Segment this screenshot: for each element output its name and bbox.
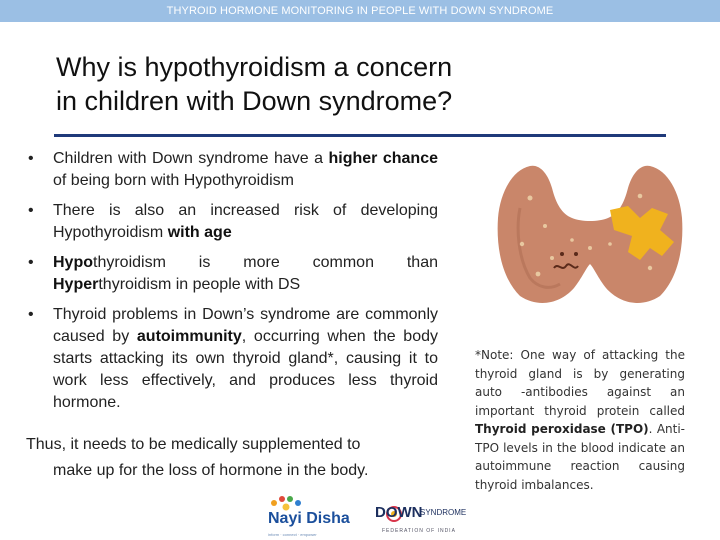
- bullet-item: • Thyroid problems in Down’s syndrome are commonly caused by autoimmunity, occurring when the body starts attacking its own thyroid gland*, causing it to work less effectively, and produces less thyroid hormone.: [28, 306, 438, 411]
- bullet-item: • Children with Down syndrome have a higher chance of being born with Hypothyroidism: [28, 150, 438, 189]
- down-syndrome-wordmark: DOWN: [375, 504, 423, 521]
- footnote: *Note: One way of attacking the thyroid gland is by generating auto -antibodies against an important thyroid protein called Thyroid peroxidase (TPO). Anti-TPO levels in the blood indicate an autoimmune reaction causing thyroid imbalances.: [475, 348, 685, 492]
- bullet-dot: •: [28, 150, 34, 167]
- down-syndrome-suffix: SYNDROME: [420, 508, 467, 517]
- nayi-disha-tagline: inform · connect · empower: [268, 532, 317, 537]
- title-line-1: Why is hypothyroidism a concern: [56, 52, 453, 82]
- conclusion-line-2: make up for the loss of hormone in the body.: [53, 462, 369, 479]
- nayi-disha-wordmark: Nayi Disha: [268, 510, 350, 527]
- bullet-item: • There is also an increased risk of developing Hypothyroidism with age: [28, 202, 438, 241]
- conclusion-text: [26, 432, 438, 484]
- bullet-item: • Hypothyroidism is more common than Hyperthyroidism in people with DS: [28, 254, 438, 293]
- header-banner: THYROID HORMONE MONITORING IN PEOPLE WITH DOWN SYNDROME: [0, 0, 720, 22]
- thyroid-eye-right: [574, 252, 578, 256]
- conclusion-line-1: Thus, it needs to be medically supplemented to: [26, 436, 361, 453]
- bullet-dot: •: [28, 202, 34, 219]
- thyroid-eye-left: [560, 252, 564, 256]
- title-underline: [54, 134, 666, 137]
- title-line-2: in children with Down syndrome?: [56, 86, 453, 116]
- bullet-list: [26, 148, 438, 422]
- down-syndrome-tagline: FEDERATION OF INDIA: [382, 528, 456, 534]
- slide-title: [56, 50, 676, 118]
- bullet-dot: •: [28, 306, 34, 323]
- thyroid-gland-icon: [490, 148, 690, 308]
- bullet-dot: •: [28, 254, 34, 271]
